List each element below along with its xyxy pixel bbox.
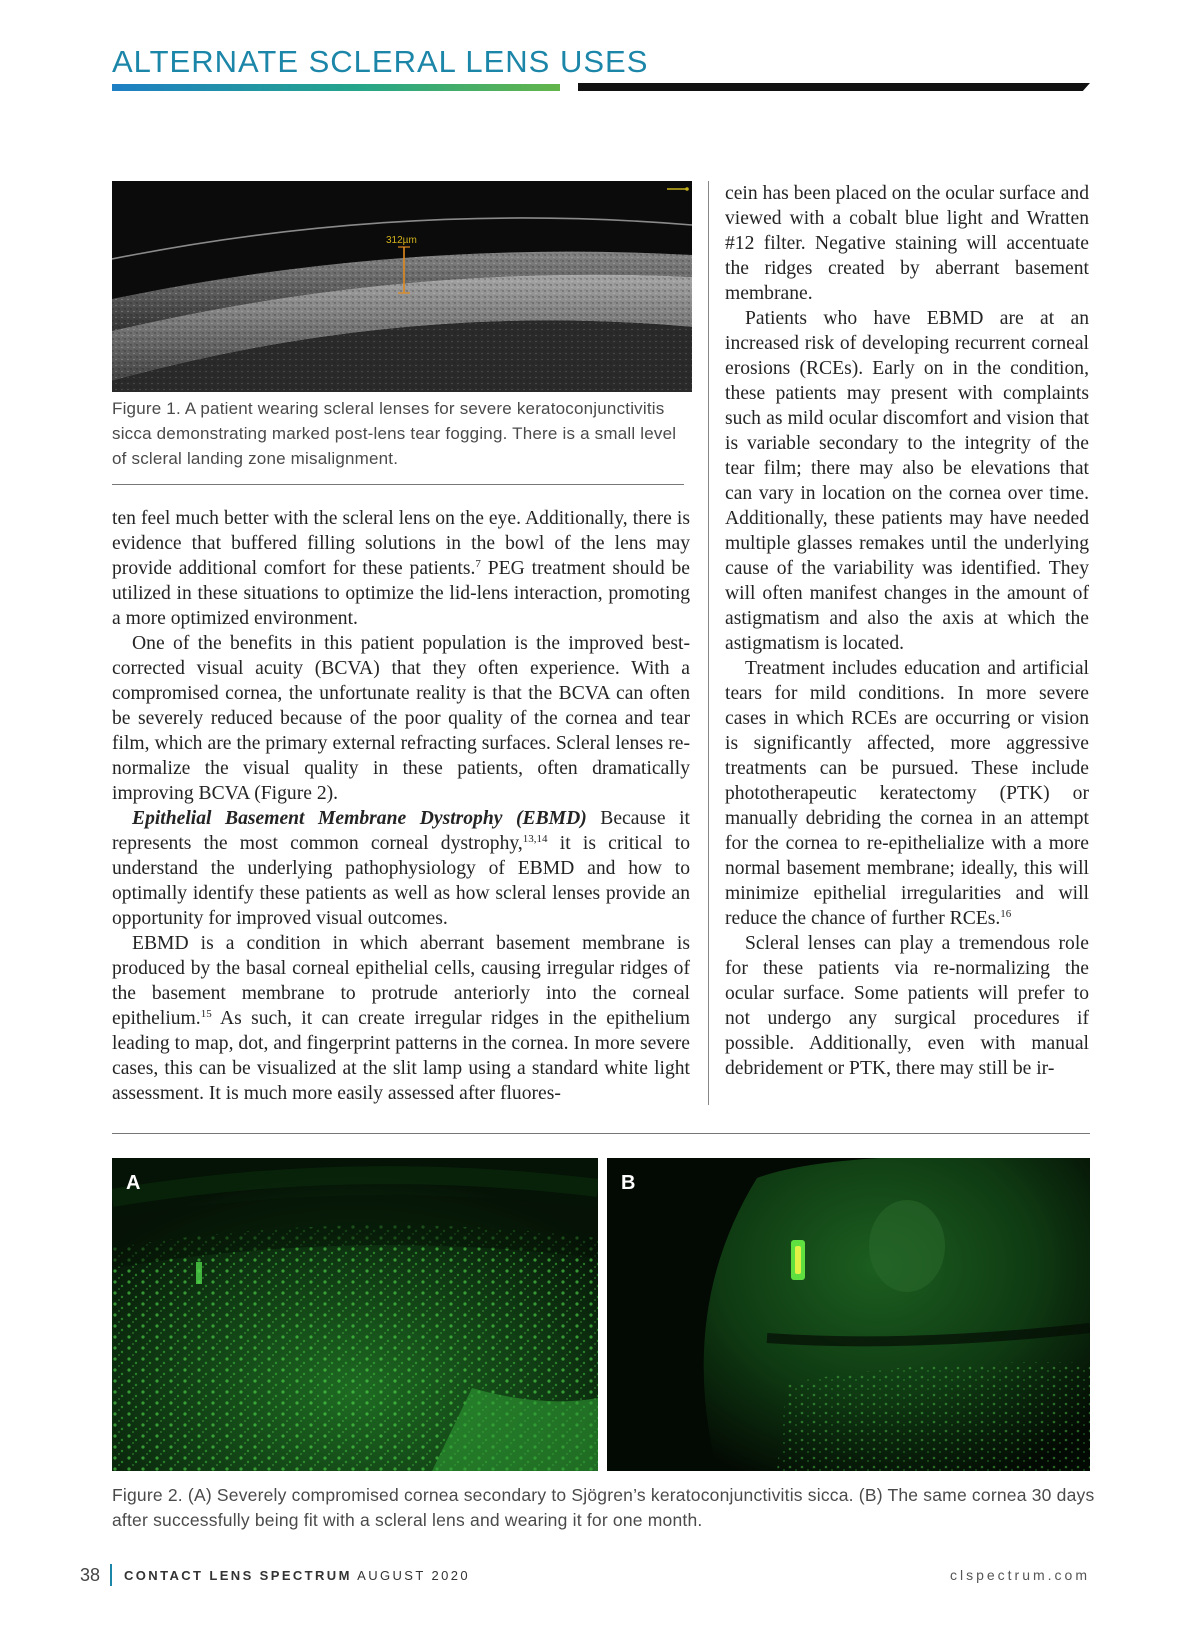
figure-2a-image <box>112 1158 598 1471</box>
oct-scan-graphic <box>112 181 692 392</box>
issue-date: AUGUST 2020 <box>357 1568 470 1583</box>
left-text-column <box>112 506 690 1106</box>
caption-rule <box>112 484 684 485</box>
figure-1-oct-image <box>112 181 692 392</box>
right-text-column <box>725 181 1089 1081</box>
paragraph: ten feel much better with the scleral lens on the eye. Additionally, there is evidence that buffered filling solutions in the bowl of the lens may provide additional comfort for these patients.$^7$ PEG treatment should be utilized in these situations to optimize the lid-lens interaction, promoting a more optimized environment. <box>112 508 690 629</box>
paragraph: cein has been placed on the ocular surface and viewed with a cobalt blue light and Wratten #12 filter. Negative staining will accentuate the ridges created by aberrant basement membrane. <box>725 183 1089 304</box>
figure-2-caption: Figure 2. (A) Severely compromised cornea secondary to Sjögren’s keratoconjunctivitis sicca. (B) The same cornea 30 days after successfully being fit with a scleral lens and wearing it for one month. <box>112 1485 1095 1530</box>
column-divider <box>708 181 709 1105</box>
figure-1-caption: Figure 1. A patient wearing scleral lenses for severe keratoconjunctivitis sicca demonstrating marked post-lens tear fogging. There is a small level of scleral landing zone misalignment. <box>112 399 677 468</box>
fluorescein-stained-cornea-a <box>112 1158 598 1471</box>
panel-label-a: A <box>126 1172 141 1194</box>
oct-measurement-label: 312µm <box>386 235 417 246</box>
website-link[interactable]: clspectrum.com <box>949 1567 1090 1583</box>
page-number: 38 <box>80 1565 101 1585</box>
paragraph: Scleral lenses can play a tremendous role for these patients via re-normalizing the ocular surface. Some patients will prefer to not undergo any surgical procedures if possible. Additionally, even with manual debridement or PTK, there may still be ir- <box>725 933 1089 1079</box>
header-accent-bar <box>112 84 560 91</box>
section-rule <box>112 1133 1090 1134</box>
fluorescein-stained-cornea-b <box>607 1158 1090 1471</box>
footer-separator <box>110 1564 112 1586</box>
panel-label-b: B <box>621 1172 636 1194</box>
figure-2b-image <box>607 1158 1090 1471</box>
publication-name: CONTACT LENS SPECTRUM AUGUST 2020 <box>124 1568 470 1583</box>
ebmd-subheading: Epithelial Basement Membrane Dystrophy (EBMD) <box>132 808 587 829</box>
paragraph: Treatment includes education and artificial tears for mild conditions. In more severe cases in which RCEs are occurring or vision is significantly affected, more aggressive treatments can be pursued. These include phototherapeutic keratectomy (PTK) or manually debriding the cornea in an attempt for the cornea to re-epithelialize with a more normal basement membrane; ideally, this will minimize epithelial irregularities and will reduce the chance of further RCEs.$^{16}$ <box>725 658 1089 929</box>
paragraph: One of the benefits in this patient population is the improved best-corrected visual acuity (BCVA) that they often experience. With a compromised cornea, the unfortunate reality is that the BCVA can often be severely reduced because of the poor quality of the cornea and tear film, which are the primary external refracting surfaces. Scleral lenses re-normalize the visual quality in these patients, often dramatically improving BCVA (Figure 2). <box>112 633 690 804</box>
section-title: ALTERNATE SCLERAL LENS USES <box>112 44 649 79</box>
header-black-bar <box>578 83 1090 91</box>
paragraph: Patients who have EBMD are at an increased risk of developing recurrent corneal erosions (RCEs). Early on in the condition, these patients may present with complaints such as mild ocular discomfort and vision that is variable secondary to the integrity of the tear film; there may also be elevations that can vary in location on the cornea over time. Additionally, these patients may have needed multiple glasses remakes until the underlying cause of the variability was identified. They will often manifest changes in the amount of astigmatism and also the axis at which the astigmatism is located. <box>725 308 1089 654</box>
paragraph: EBMD is a condition in which aberrant basement membrane is produced by the basal corneal epithelial cells, causing irregular ridges of the basement membrane to protrude anteriorly into the corneal epithelium.$^{15}$ As such, it can create irregular ridges in the epithelium leading to map, dot, and fingerprint patterns in the cornea. In more severe cases, this can be visualized at the slit lamp using a standard white light assessment. It is much more easily assessed after fluores- <box>112 933 690 1104</box>
paragraph: Epithelial Basement Membrane Dystrophy (EBMD) Because it represents the most common corneal dystrophy,$^{13,14}$ it is critical to understand the underlying pathophysiology of EBMD and how to optimally identify these patients as well as how scleral lenses provide an opportunity for improved visual outcomes. <box>112 808 691 929</box>
